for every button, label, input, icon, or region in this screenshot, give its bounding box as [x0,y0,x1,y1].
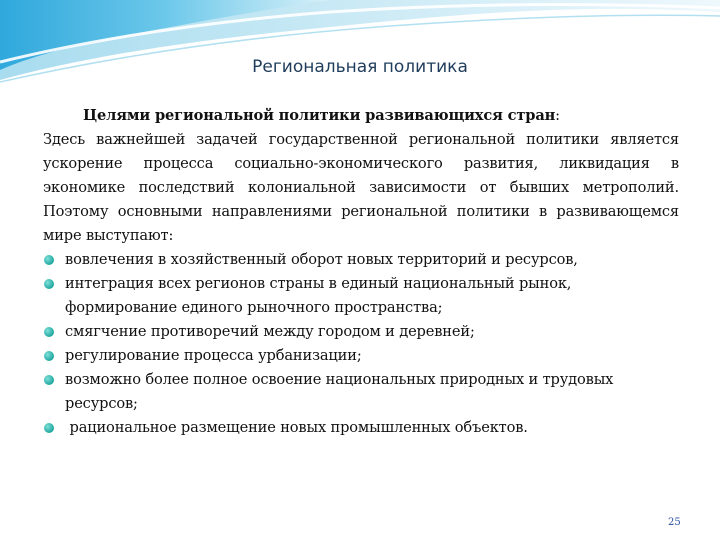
section-heading-text: Целями региональной политики развивающихся стран [83,107,556,124]
section-heading [43,104,679,128]
intro-paragraph: Здесь важнейшей задачей государственной региональной политики является ускорение процесса социально-экономического развития, ликвидация в экономике последствий колониальной зависимости от бывших метрополий. Поэтому основными направлениями региональной политики в развивающемся мире выступают: [43,131,679,244]
bullet-dot-icon [44,375,54,385]
section-heading-colon: : [555,107,560,124]
list-item-text: интеграция всех регионов страны в единый национальный рынок, формирование единого рыночного пространства; [65,275,572,316]
page-number: 25 [668,517,681,528]
list-item-text: регулирование процесса урбанизации; [65,347,362,364]
bullet-dot-icon [44,351,54,361]
bullet-list [43,248,679,440]
list-item [43,248,679,272]
bullet-dot-icon [44,327,54,337]
bullet-dot-icon [44,279,54,289]
slide-body [43,104,679,440]
list-item [43,320,679,344]
list-item-text: рациональное размещение новых промышленных объектов. [65,419,528,436]
list-item-text: вовлечения в хозяйственный оборот новых территорий и ресурсов, [65,251,578,268]
list-item-text: смягчение противоречий между городом и деревней; [65,323,475,340]
bullet-dot-icon [44,423,54,433]
list-item-text: возможно более полное освоение национальных природных и трудовых ресурсов; [65,371,614,412]
header-wave-decoration [0,0,720,110]
list-item [43,272,679,320]
list-item [43,368,679,416]
list-item [43,416,679,440]
bullet-dot-icon [44,255,54,265]
slide-title: Региональная политика [252,57,468,77]
list-item [43,344,679,368]
